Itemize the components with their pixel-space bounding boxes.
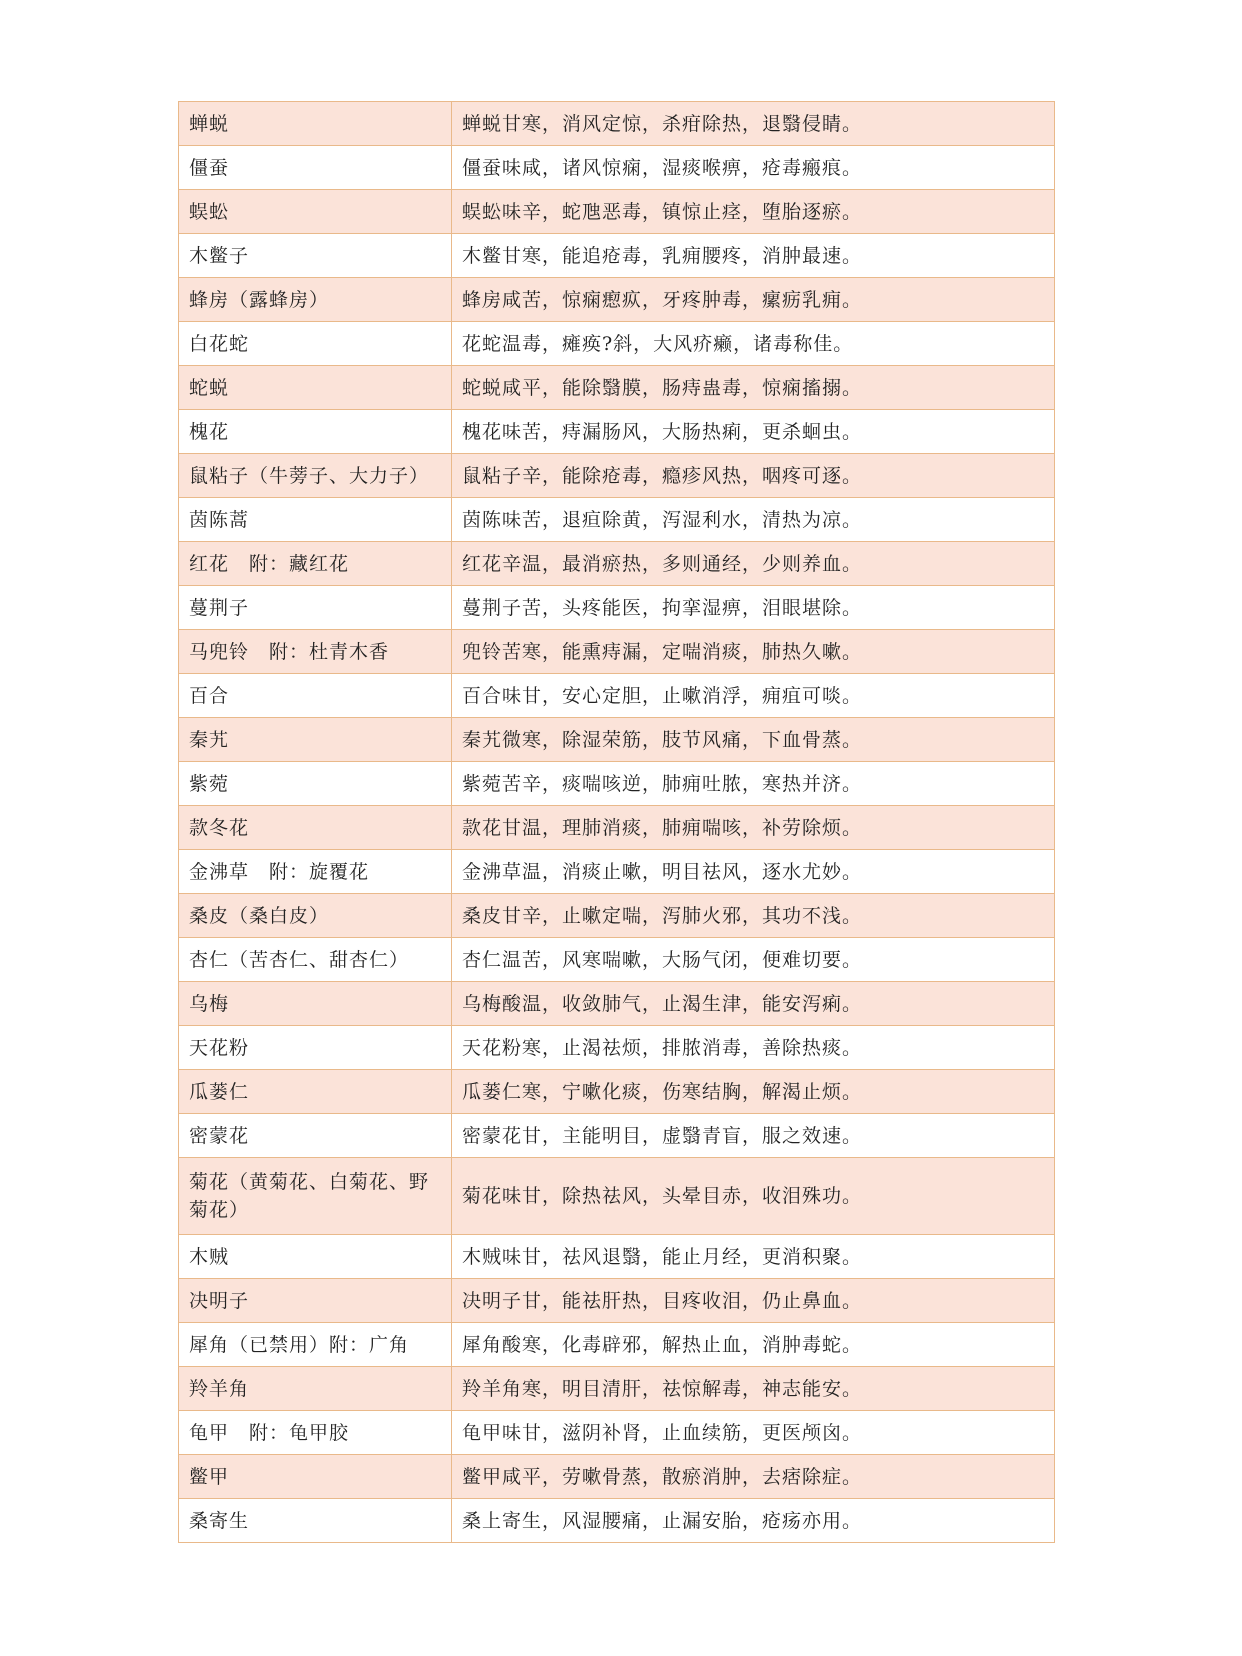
table-row: [179, 674, 1055, 718]
herb-name-cell: 茵陈蒿: [179, 498, 452, 542]
table-row: [179, 1323, 1055, 1367]
table-row: [179, 630, 1055, 674]
table-row: [179, 146, 1055, 190]
herb-verse-cell: 木贼味甘，祛风退翳，能止月经，更消积聚。: [452, 1235, 1055, 1279]
table-row: [179, 366, 1055, 410]
herb-name-cell: 金沸草 附：旋覆花: [179, 850, 452, 894]
table-row: [179, 1114, 1055, 1158]
herb-verse-cell: 密蒙花甘，主能明目，虚翳青盲，服之效速。: [452, 1114, 1055, 1158]
herb-verse-cell: 鼠粘子辛，能除疮毒，瘾疹风热，咽疼可逐。: [452, 454, 1055, 498]
herb-verse-cell: 木鳖甘寒，能追疮毒，乳痈腰疼，消肿最速。: [452, 234, 1055, 278]
herb-name-cell: 决明子: [179, 1279, 452, 1323]
herb-name-cell: 天花粉: [179, 1026, 452, 1070]
herb-verse-cell: 蜂房咸苦，惊痫瘛疭，牙疼肿毒，瘰疬乳痈。: [452, 278, 1055, 322]
herb-name-cell: 款冬花: [179, 806, 452, 850]
table-row: [179, 410, 1055, 454]
herb-verse-cell: 紫菀苦辛，痰喘咳逆，肺痈吐脓，寒热并济。: [452, 762, 1055, 806]
herb-name-cell: 蜈蚣: [179, 190, 452, 234]
herb-verse-cell: 槐花味苦，痔漏肠风，大肠热痢，更杀蛔虫。: [452, 410, 1055, 454]
herb-verse-cell: 蜈蚣味辛，蛇虺恶毒，镇惊止痉，堕胎逐瘀。: [452, 190, 1055, 234]
herb-verse-cell: 红花辛温，最消瘀热，多则通经，少则养血。: [452, 542, 1055, 586]
table-row: [179, 454, 1055, 498]
herb-verse-cell: 桑皮甘辛，止嗽定喘，泻肺火邪，其功不浅。: [452, 894, 1055, 938]
herb-name-cell: 蜂房（露蜂房）: [179, 278, 452, 322]
herb-verse-cell: 花蛇温毒，瘫痪?斜，大风疥癞，诸毒称佳。: [452, 322, 1055, 366]
herb-name-cell: 桑寄生: [179, 1499, 452, 1543]
table-row: [179, 1070, 1055, 1114]
table-row: [179, 1411, 1055, 1455]
table-row: [179, 1158, 1055, 1235]
herb-verse-cell: 鳖甲咸平，劳嗽骨蒸，散瘀消肿，去痞除症。: [452, 1455, 1055, 1499]
herb-verse-cell: 兜铃苦寒，能熏痔漏，定喘消痰，肺热久嗽。: [452, 630, 1055, 674]
document-page: [178, 101, 1054, 1543]
herb-name-cell: 百合: [179, 674, 452, 718]
herb-verse-cell: 龟甲味甘，滋阴补肾，止血续筋，更医颅囟。: [452, 1411, 1055, 1455]
herb-name-cell: 蛇蜕: [179, 366, 452, 410]
herb-name-cell: 蔓荆子: [179, 586, 452, 630]
herb-name-cell: 木贼: [179, 1235, 452, 1279]
herb-name-cell: 木鳖子: [179, 234, 452, 278]
herb-name-cell: 乌梅: [179, 982, 452, 1026]
herb-name-cell: 紫菀: [179, 762, 452, 806]
table-row: [179, 718, 1055, 762]
herb-name-cell: 犀角（已禁用）附：广角: [179, 1323, 452, 1367]
table-row: [179, 278, 1055, 322]
herb-verse-cell: 犀角酸寒，化毒辟邪，解热止血，消肿毒蛇。: [452, 1323, 1055, 1367]
herb-verse-cell: 僵蚕味咸，诸风惊痫，湿痰喉痹，疮毒瘢痕。: [452, 146, 1055, 190]
herb-verse-cell: 天花粉寒，止渴祛烦，排脓消毒，善除热痰。: [452, 1026, 1055, 1070]
herb-name-cell: 槐花: [179, 410, 452, 454]
herb-name-cell: 白花蛇: [179, 322, 452, 366]
herb-name-cell: 鳖甲: [179, 1455, 452, 1499]
table-row: [179, 1026, 1055, 1070]
herb-verse-cell: 桑上寄生，风湿腰痛，止漏安胎，疮疡亦用。: [452, 1499, 1055, 1543]
herb-verse-cell: 蔓荆子苦，头疼能医，拘挛湿痹，泪眼堪除。: [452, 586, 1055, 630]
table-row: [179, 234, 1055, 278]
herb-verse-cell: 金沸草温，消痰止嗽，明目祛风，逐水尤妙。: [452, 850, 1055, 894]
table-row: [179, 850, 1055, 894]
table-row: [179, 498, 1055, 542]
table-row: [179, 190, 1055, 234]
table-row: [179, 1455, 1055, 1499]
table-row: [179, 938, 1055, 982]
table-row: [179, 806, 1055, 850]
herb-name-cell: 鼠粘子（牛蒡子、大力子）: [179, 454, 452, 498]
herb-verse-cell: 决明子甘，能祛肝热，目疼收泪，仍止鼻血。: [452, 1279, 1055, 1323]
table-body: [179, 102, 1055, 1543]
herb-name-cell: 蝉蜕: [179, 102, 452, 146]
herb-verse-cell: 款花甘温，理肺消痰，肺痈喘咳，补劳除烦。: [452, 806, 1055, 850]
herb-name-cell: 杏仁（苦杏仁、甜杏仁）: [179, 938, 452, 982]
herb-name-cell: 龟甲 附：龟甲胶: [179, 1411, 452, 1455]
table-row: [179, 1279, 1055, 1323]
herb-name-cell: 秦艽: [179, 718, 452, 762]
herb-name-cell: 密蒙花: [179, 1114, 452, 1158]
table-row: [179, 1367, 1055, 1411]
table-row: [179, 982, 1055, 1026]
herb-verse-cell: 瓜蒌仁寒，宁嗽化痰，伤寒结胸，解渴止烦。: [452, 1070, 1055, 1114]
herb-name-cell: 桑皮（桑白皮）: [179, 894, 452, 938]
herb-verse-cell: 秦艽微寒，除湿荣筋，肢节风痛，下血骨蒸。: [452, 718, 1055, 762]
herb-verse-cell: 茵陈味苦，退疸除黄，泻湿利水，清热为凉。: [452, 498, 1055, 542]
table-row: [179, 1235, 1055, 1279]
herb-verse-cell: 蛇蜕咸平，能除翳膜，肠痔蛊毒，惊痫搐搦。: [452, 366, 1055, 410]
table-row: [179, 322, 1055, 366]
herb-verse-cell: 百合味甘，安心定胆，止嗽消浮，痈疽可啖。: [452, 674, 1055, 718]
herb-verse-cell: 羚羊角寒，明目清肝，祛惊解毒，神志能安。: [452, 1367, 1055, 1411]
herb-name-cell: 羚羊角: [179, 1367, 452, 1411]
herb-verse-cell: 菊花味甘，除热祛风，头晕目赤，收泪殊功。: [452, 1158, 1055, 1235]
herb-name-cell: 僵蚕: [179, 146, 452, 190]
herb-verse-cell: 杏仁温苦，风寒喘嗽，大肠气闭，便难切要。: [452, 938, 1055, 982]
table-row: [179, 762, 1055, 806]
table-row: [179, 1499, 1055, 1543]
herb-name-cell: 瓜蒌仁: [179, 1070, 452, 1114]
herb-verse-cell: 乌梅酸温，收敛肺气，止渴生津，能安泻痢。: [452, 982, 1055, 1026]
herb-name-cell: 红花 附：藏红花: [179, 542, 452, 586]
table-row: [179, 894, 1055, 938]
herb-verse-table: [178, 101, 1055, 1543]
herb-name-cell: 菊花（黄菊花、白菊花、野菊花）: [179, 1158, 452, 1235]
table-row: [179, 542, 1055, 586]
herb-verse-cell: 蝉蜕甘寒，消风定惊，杀疳除热，退翳侵睛。: [452, 102, 1055, 146]
table-row: [179, 586, 1055, 630]
herb-name-cell: 马兜铃 附：杜青木香: [179, 630, 452, 674]
table-row: [179, 102, 1055, 146]
